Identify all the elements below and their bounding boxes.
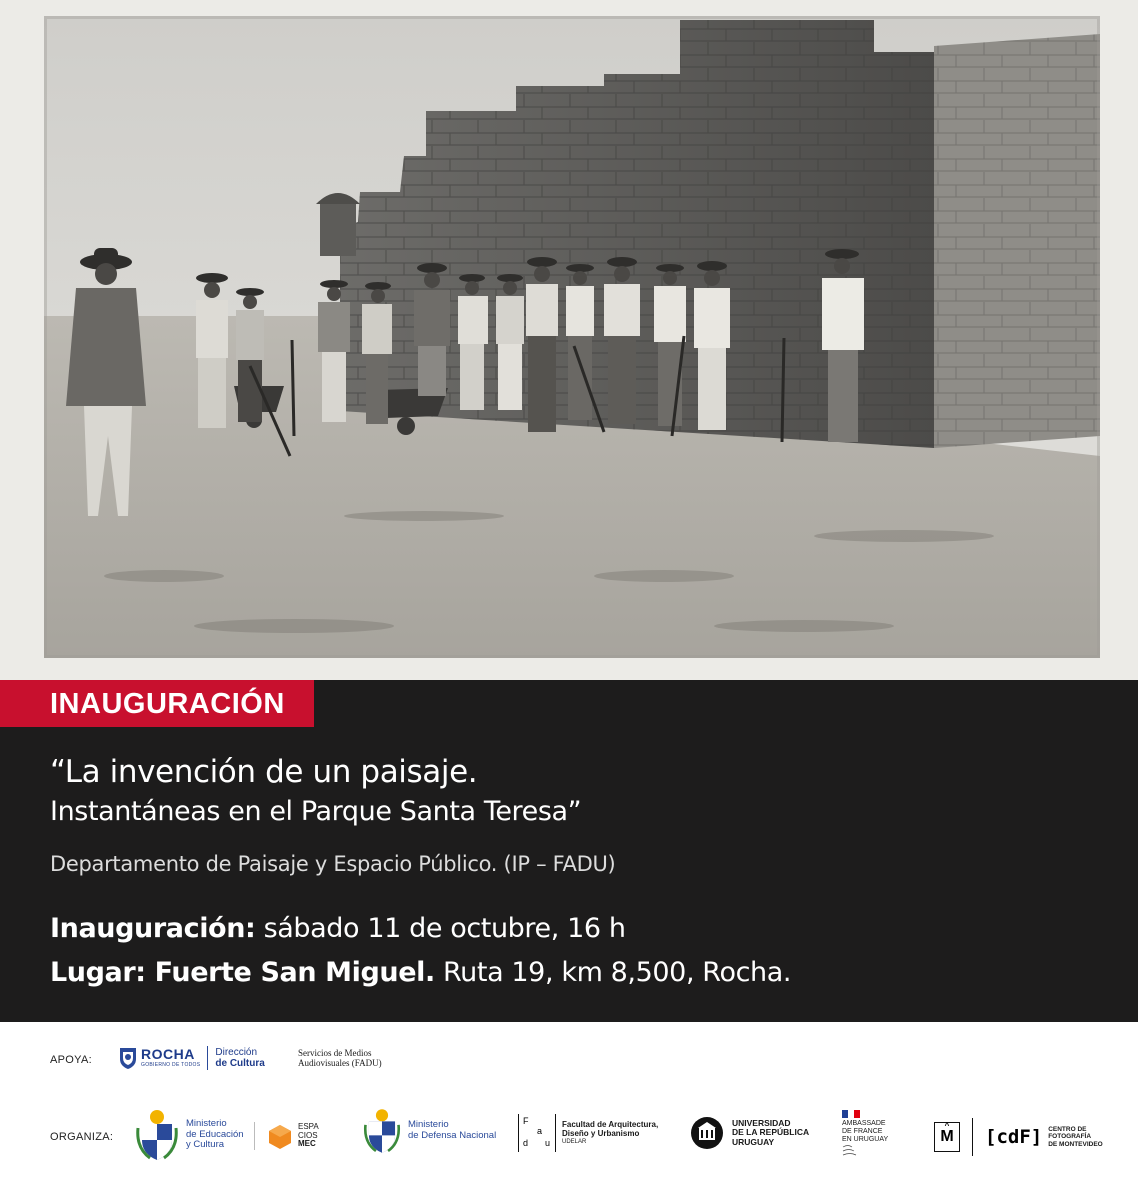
france-motto-script	[842, 1143, 872, 1157]
udelar-line3: URUGUAY	[732, 1136, 775, 1147]
espacios-line3: MEC	[298, 1139, 316, 1149]
espacios-mec-logo	[254, 1122, 319, 1150]
udelar-line2: DE LA REPÚBLICA	[732, 1127, 810, 1138]
cdf-m-letter: M	[940, 1128, 954, 1145]
rocha-dir-line1: Dirección	[215, 1046, 258, 1058]
fadu-mark	[518, 1114, 556, 1152]
historic-photo	[44, 16, 1100, 658]
fadu-mark-u: u	[545, 1138, 551, 1148]
exhibition-title-line1: “La invención de un paisaje.	[50, 754, 478, 790]
apoya-label: APOYA:	[50, 1054, 92, 1066]
fort-workers-photo	[44, 16, 1100, 658]
cdf-line3: DE MONTEVIDEO	[1048, 1140, 1103, 1148]
espacios-line1: ESPA	[298, 1121, 319, 1131]
mec-line2: de Educación	[186, 1128, 244, 1140]
sponsors-footer	[0, 1022, 1138, 1200]
udelar-line1: UNIVERSIDAD	[732, 1117, 791, 1128]
venue-value: Ruta 19, km 8,500, Rocha.	[443, 957, 792, 988]
mec-line1: Ministerio	[186, 1118, 227, 1130]
event-type-tag	[0, 680, 314, 727]
defensa-line2: de Defensa Nacional	[408, 1130, 497, 1141]
cdf-m-caret: ^	[944, 1121, 950, 1130]
opening-date	[50, 913, 626, 944]
cdf-logo	[934, 1118, 1103, 1156]
cdf-m-mark	[934, 1122, 960, 1152]
udelar-building-icon	[690, 1116, 724, 1150]
uruguay-coat-of-arms-icon	[362, 1106, 402, 1156]
opening-value: sábado 11 de octubre, 16 h	[263, 913, 626, 944]
espacios-line2: CIOS	[298, 1130, 318, 1140]
exhibition-title-line2: Instantáneas en el Parque Santa Teresa”	[50, 796, 582, 827]
logo-divider	[972, 1118, 973, 1156]
fadu-line3: UDELAR	[562, 1138, 587, 1145]
rocha-name: ROCHA	[141, 1046, 195, 1063]
fadu-mark-d: d	[523, 1138, 529, 1148]
france-embassy-logo	[842, 1110, 888, 1157]
mec-logo	[134, 1108, 244, 1162]
fadu-logo	[518, 1114, 658, 1152]
venue-label: Lugar: Fuerte San Miguel.	[50, 957, 435, 988]
cdf-line2: FOTOGRAFÍA	[1048, 1133, 1092, 1141]
servicios-line1: Servicios de Medios	[298, 1048, 372, 1058]
logo-divider	[254, 1122, 255, 1150]
logo-divider	[207, 1046, 208, 1070]
defensa-logo	[362, 1106, 496, 1156]
rocha-sub: GOBIERNO DE TODOS	[141, 1062, 201, 1069]
cdf-line1: CENTRO DE	[1048, 1126, 1087, 1134]
servicios-logo	[298, 1048, 382, 1068]
udelar-logo	[690, 1116, 809, 1150]
france-flag-icon	[842, 1110, 860, 1118]
mec-line3: y Cultura	[186, 1139, 225, 1151]
opening-label: Inauguración:	[50, 913, 256, 944]
defensa-line1: Ministerio	[408, 1119, 449, 1131]
uruguay-coat-of-arms-icon	[134, 1108, 180, 1162]
event-type-label: INAUGURACIÓN	[50, 688, 285, 720]
france-line3: EN URUGUAY	[842, 1135, 889, 1143]
venue	[50, 957, 791, 988]
servicios-line2: Audiovisuales (FADU)	[298, 1058, 382, 1069]
france-line2: DE FRANCE	[842, 1127, 883, 1135]
fadu-line1: Facultad de Arquitectura,	[562, 1119, 659, 1129]
rocha-logo	[118, 1046, 265, 1070]
fadu-mark-f: F	[523, 1116, 529, 1126]
cdf-wordmark: [cdF]	[985, 1126, 1043, 1148]
rocha-shield-icon	[118, 1046, 138, 1070]
france-line1: AMBASSADE	[842, 1120, 886, 1127]
espacios-cube-icon	[267, 1123, 293, 1149]
organiza-label: ORGANIZA:	[50, 1131, 114, 1143]
fadu-line2: Diseño y Urbanismo	[562, 1128, 640, 1138]
info-band	[0, 680, 1138, 1022]
organizer-department: Departamento de Paisaje y Espacio Público. (IP – FADU)	[50, 852, 616, 876]
rocha-dir-line2: de Cultura	[215, 1058, 265, 1069]
fadu-mark-a: a	[537, 1126, 543, 1136]
